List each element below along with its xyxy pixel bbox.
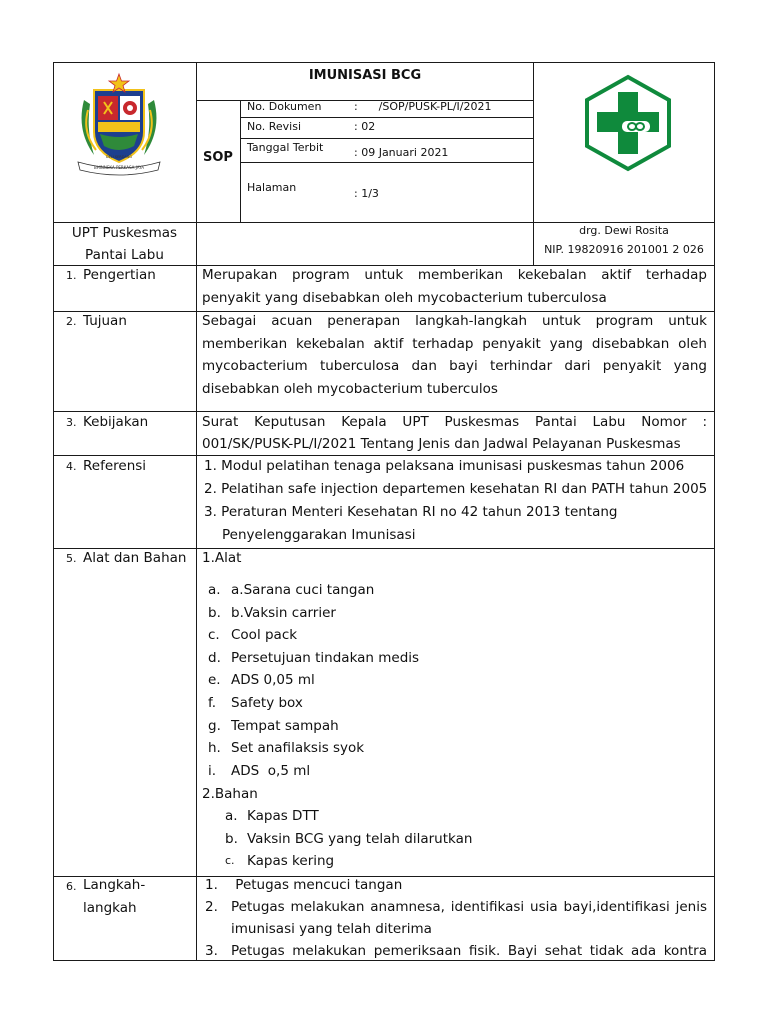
list-marker: c. [225, 854, 235, 868]
referensi-item: 1. Modul pelatihan tenaga pelaksana imunisasi puskesmas tahun 2006 [204, 458, 685, 474]
sop-label: SOP [203, 150, 233, 165]
list-item [208, 624, 528, 647]
section-label-alat-bahan: Alat dan Bahan [83, 550, 187, 566]
referensi-item-cont: Penyelenggarakan Imunisasi [222, 527, 416, 543]
doc-number-label: No. Dokumen [247, 100, 322, 113]
list-text: Cool pack [231, 627, 298, 644]
alat-list [208, 579, 528, 782]
issue-date-label: Tanggal Terbit [247, 141, 324, 154]
document-title: IMUNISASI BCG [308, 68, 422, 83]
step-text: Petugas mencuci tangan [231, 877, 403, 893]
list-text: Tempat sampah [231, 717, 339, 734]
list-text: Safety box [231, 694, 303, 711]
step-marker: 1. [205, 877, 218, 893]
list-text: Set anafilaksis syok [231, 740, 365, 757]
revision-label: No. Revisi [247, 120, 302, 133]
org-name [53, 222, 196, 266]
section-number: 6. [66, 880, 77, 893]
list-marker: d. [208, 649, 221, 666]
kebijakan-line2: 001/SK/PUSK-PL/I/2021 Tentang Jenis dan Jadwal Pelayanan Puskesmas [202, 436, 681, 452]
list-marker: c. [208, 627, 220, 644]
list-item [208, 669, 528, 692]
label-line: Langkah- [83, 877, 146, 893]
section-label-tujuan: Tujuan [83, 313, 127, 329]
alat-heading: 1.Alat [202, 550, 242, 566]
section-number: 3. [66, 416, 77, 429]
list-marker: g. [208, 717, 221, 734]
list-item [208, 579, 528, 602]
org-name-line2: Pantai Labu [85, 247, 164, 263]
list-item [208, 692, 528, 715]
org-name-line1: UPT Puskesmas [71, 225, 178, 241]
referensi-item: 2. Pelatihan safe injection departemen kesehatan RI dan PATH tahun 2005 [204, 481, 708, 497]
list-text: b.Vaksin carrier [231, 604, 336, 621]
tujuan-text: Sebagai acuan penerapan langkah-langkah untuk program untuk memberikan kekebalan aktif terhadap penyakit yang disebabkan oleh mycobacterium tuberculosa dan bayi terhindar dari penyakit yang disebabkan oleh mycobacterium tuberculos [202, 313, 707, 397]
doc-number-value: : /SOP/PUSK-PL/I/2021 [354, 100, 492, 113]
section-number: 4. [66, 460, 77, 473]
step-marker: 3. [205, 943, 218, 959]
list-marker: a. [225, 808, 238, 824]
label-line: langkah [83, 899, 137, 916]
list-text: a.Sarana cuci tangan [231, 582, 375, 598]
list-marker: a. [208, 582, 221, 598]
list-text: ADS o,5 ml [231, 762, 311, 779]
list-item [208, 715, 528, 738]
list-item [208, 760, 528, 783]
list-item [225, 828, 525, 851]
list-text: Kapas DTT [247, 808, 319, 824]
step-marker: 2. [205, 899, 218, 915]
step-text-cont: imunisasi yang telah diterima [231, 921, 432, 937]
list-text: Kapas kering [247, 853, 335, 870]
page-label: Halaman [247, 181, 297, 194]
section-number: 5. [66, 552, 77, 565]
signer-name: drg. Dewi Rosita [579, 224, 669, 237]
puskesmas-logo [582, 74, 674, 172]
section-label-kebijakan: Kebijakan [83, 414, 149, 430]
revision-value: : 02 [354, 120, 376, 133]
step-text: Petugas melakukan pemeriksaan fisik. Bayi sehat tidak ada kontra [231, 943, 707, 959]
deli-serdang-crest-logo [74, 70, 164, 180]
section-label-langkah [83, 874, 145, 919]
section-label-referensi: Referensi [83, 458, 147, 474]
crest-text: DELI SERDANG [105, 155, 133, 159]
section-number: 1. [66, 269, 77, 282]
pengertian-text: Merupakan program untuk memberikan kekebalan aktif terhadap penyakit yang disebabkan oleh mycobacterium tuberculosa [202, 267, 707, 306]
list-text: Vaksin BCG yang telah dilarutkan [247, 830, 473, 847]
crest-motto: BHINNEKA PERKASA JAYA [93, 165, 145, 170]
page-value: : 1/3 [354, 187, 379, 200]
section-number: 2. [66, 315, 77, 328]
bahan-heading: 2.Bahan [202, 786, 258, 802]
list-text: ADS 0,05 ml [231, 672, 315, 689]
kebijakan-line1: Surat Keputusan Kepala UPT Puskesmas Pantai Labu Nomor : [202, 414, 707, 430]
section-label-pengertian: Pengertian [83, 267, 156, 283]
list-item [208, 737, 528, 760]
list-item [208, 602, 528, 625]
list-marker: b. [225, 830, 238, 847]
referensi-item: 3. Peraturan Menteri Kesehatan RI no 42 tahun 2013 tentang [204, 504, 618, 520]
list-marker: i. [208, 762, 217, 779]
bahan-list [225, 805, 525, 873]
list-marker: b. [208, 604, 221, 621]
signer-nip: NIP. 19820916 201001 2 026 [544, 243, 704, 256]
list-item [225, 850, 525, 873]
list-item [225, 805, 525, 828]
list-marker: e. [208, 672, 221, 689]
list-item [208, 647, 528, 670]
issue-date-value: : 09 Januari 2021 [354, 146, 449, 159]
list-marker: f. [208, 694, 217, 711]
list-text: Persetujuan tindakan medis [231, 649, 420, 666]
list-marker: h. [208, 740, 221, 757]
step-text: Petugas melakukan anamnesa, identifikasi usia bayi,identifikasi jenis [231, 899, 707, 915]
